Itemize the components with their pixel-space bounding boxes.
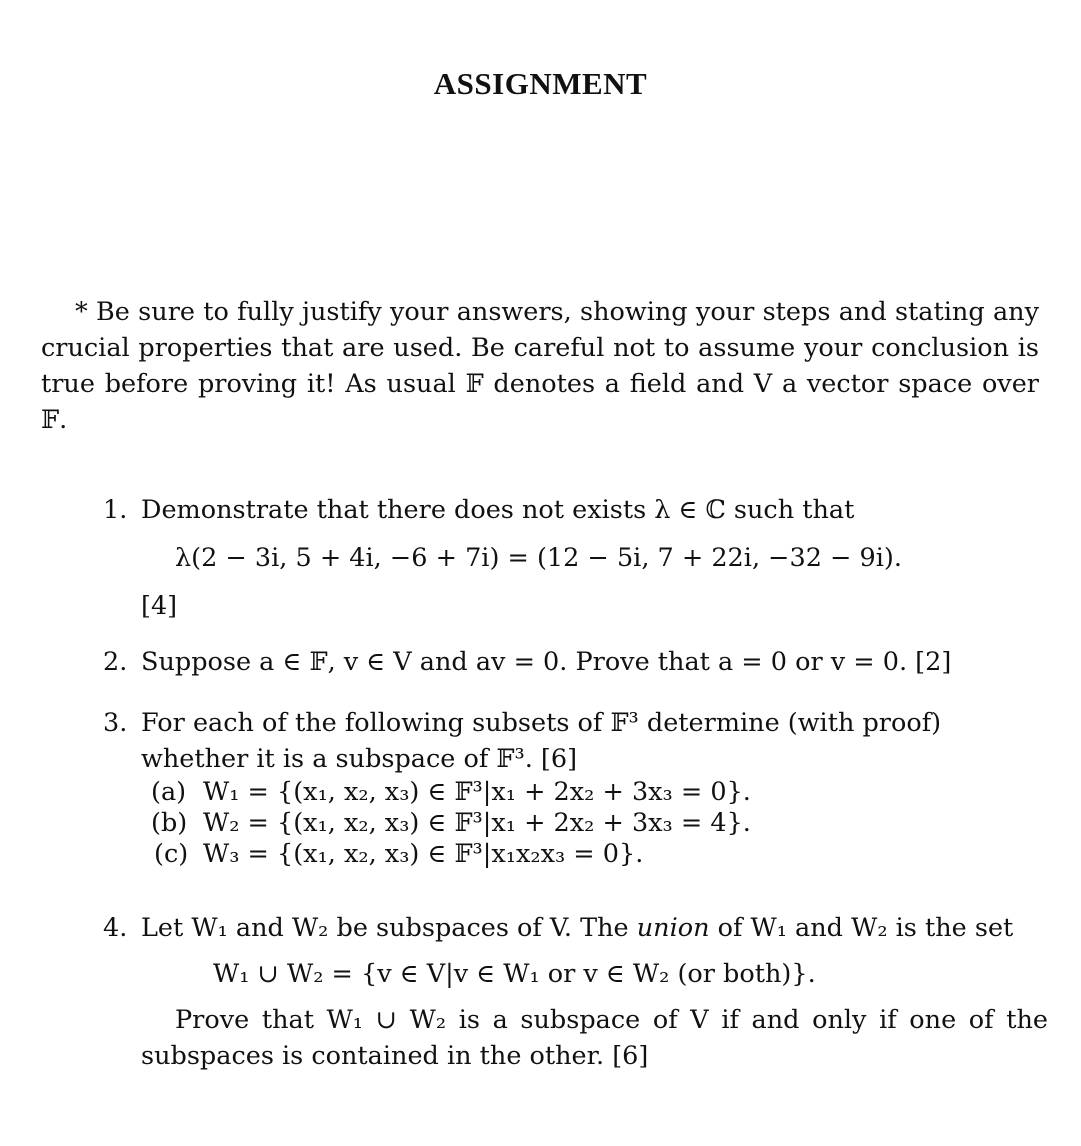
subpart-a: [141, 777, 1048, 808]
subpart-label: (c): [154, 839, 189, 869]
subpart-text: W₂ = {(x₁, x₂, x₃) ∈ 𝔽³|x₁ + 2x₂ + 3x₃ = 4}.: [203, 808, 751, 838]
subpart-label: (b): [151, 808, 188, 838]
problem-text: Demonstrate that there does not exists λ ∈ ℂ such that: [141, 495, 855, 525]
problem-number: 1.: [103, 495, 128, 525]
subpart-c: [141, 839, 1048, 870]
emphasized-term: union: [636, 913, 710, 943]
problem-conclusion: Prove that W₁ ∪ W₂ is a subspace of V if and only if one of the subspaces is contained in the other. [6]: [141, 1005, 1048, 1071]
problem-text-end: of W₁ and W₂ is the set: [709, 913, 1014, 943]
problem-marks: [4]: [141, 591, 178, 621]
problem-display-equation: λ(2 − 3i, 5 + 4i, −6 + 7i) = (12 − 5i, 7 + 22i, −32 − 9i).: [175, 543, 902, 573]
problem-display-equation: W₁ ∪ W₂ = {v ∈ V|v ∈ W₁ or v ∈ W₂ (or both)}.: [213, 959, 816, 989]
subpart-b: [141, 808, 1048, 839]
problem-number: 2.: [103, 647, 128, 677]
subpart-text: W₁ = {(x₁, x₂, x₃) ∈ 𝔽³|x₁ + 2x₂ + 3x₃ = 0}.: [203, 777, 751, 807]
problem-1: [103, 492, 1048, 644]
problem-2: [103, 644, 1048, 705]
subpart-list: [141, 777, 1048, 870]
problem-text: For each of the following subsets of 𝔽³ determine (with proof) whether it is a subspace of 𝔽³. [6]: [141, 708, 942, 774]
problem-3: [103, 705, 1048, 910]
problem-number: 3.: [103, 708, 128, 738]
problem-text: Suppose a ∈ 𝔽, v ∈ V and av = 0. Prove that a = 0 or v = 0. [2]: [141, 647, 952, 677]
problem-4: [103, 910, 1048, 1074]
problem-list: [103, 492, 1048, 1074]
subpart-label: (a): [151, 777, 187, 807]
problem-text-start: Let W₁ and W₂ be subspaces of V. The: [141, 913, 637, 943]
problem-number: 4.: [103, 913, 128, 943]
page-title: ASSIGNMENT: [433, 66, 648, 101]
instructions-paragraph: * Be sure to fully justify your answers, showing your steps and stating any crucial properties that are used. Be careful not to assume your conclusion is true before proving it! As usual 𝔽 denotes a field and V a vector space over 𝔽.: [41, 297, 1039, 435]
subpart-text: W₃ = {(x₁, x₂, x₃) ∈ 𝔽³|x₁x₂x₃ = 0}.: [203, 839, 644, 869]
